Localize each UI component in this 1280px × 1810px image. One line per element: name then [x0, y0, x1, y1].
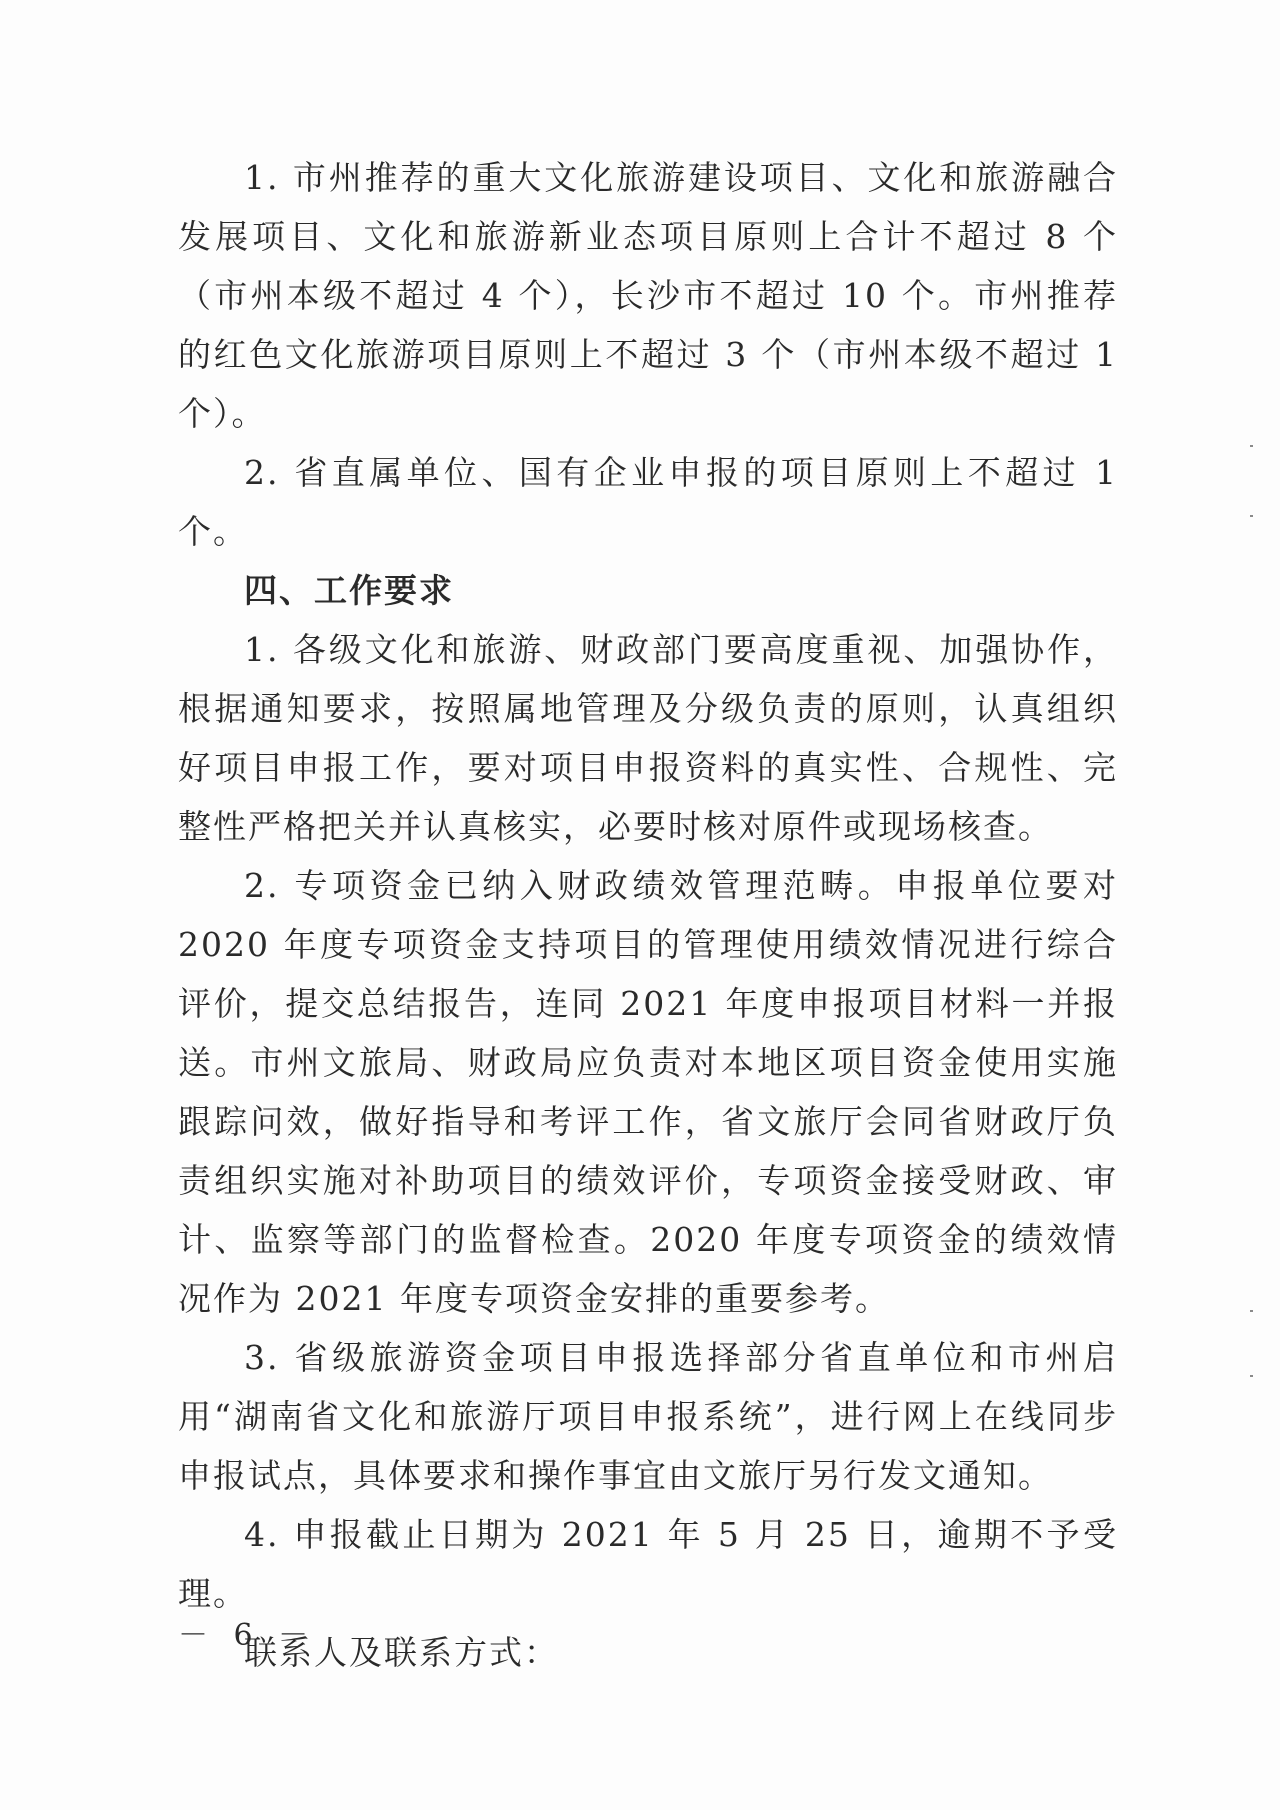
paragraph-contact: 联系人及联系方式：	[244, 1633, 559, 1672]
scan-artifact	[1250, 515, 1253, 517]
scan-artifact	[1250, 1310, 1253, 1312]
scan-artifact	[1250, 1375, 1253, 1377]
section-heading: 四、工作要求	[244, 571, 454, 610]
scan-artifact	[1250, 445, 1253, 447]
paragraph-requirement-3: 3. 省级旅游资金项目申报选择部分省直单位和市州启用“湖南省文化和旅游厅项目申报系统”，进行网上在线同步申报试点，具体要求和操作事宜由文旅厅另行发文通知。	[178, 1338, 1118, 1495]
document-body	[178, 148, 1118, 1682]
paragraph-requirement-4: 4. 申报截止日期为 2021 年 5 月 25 日，逾期不予受理。	[178, 1515, 1118, 1613]
paragraph-requirement-1: 1. 各级文化和旅游、财政部门要高度重视、加强协作，根据通知要求，按照属地管理及分级负责的原则，认真组织好项目申报工作，要对项目申报资料的真实性、合规性、完整性严格把关并认真核实，必要时核对原件或现场核查。	[178, 630, 1118, 846]
paragraph-quota-cities: 1. 市州推荐的重大文化旅游建设项目、文化和旅游融合发展项目、文化和旅游新业态项目原则上合计不超过 8 个（市州本级不超过 4 个），长沙市不超过 10 个。市州推荐的红色文化旅游项目原则上不超过 3 个（市州本级不超过 1 个）。	[178, 158, 1118, 433]
page-number: － 6 －	[178, 1618, 317, 1653]
paragraph-requirement-2: 2. 专项资金已纳入财政绩效管理范畴。申报单位要对 2020 年度专项资金支持项目的管理使用绩效情况进行综合评价，提交总结报告，连同 2021 年度申报项目材料一并报送。市州文旅局、财政局应负责对本地区项目资金使用实施跟踪问效，做好指导和考评工作，省文旅厅会同省财政厅负责组织实施对补助项目的绩效评价，专项资金接受财政、审计、监察等部门的监督检查。2020 年度专项资金的绩效情况作为 2021 年度专项资金安排的重要参考。	[178, 866, 1118, 1318]
paragraph-quota-provincial: 2. 省直属单位、国有企业申报的项目原则上不超过 1 个。	[178, 453, 1118, 551]
